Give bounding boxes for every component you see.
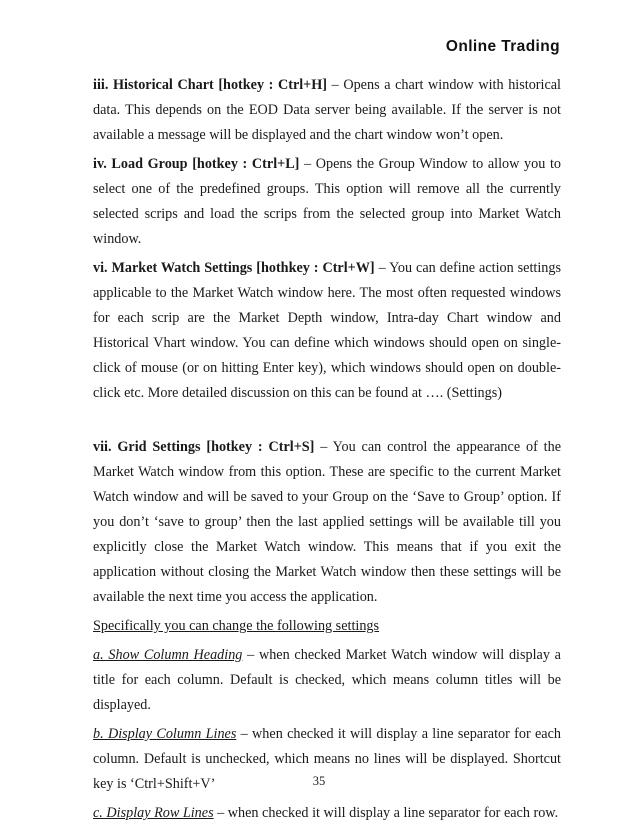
paragraph-load-group bbox=[93, 152, 561, 252]
text-historical-chart: – Opens a chart window with historical data. This depends on the EOD Data server being available. If the server is not available a message will be displayed and the chart window won’t open. bbox=[93, 77, 561, 143]
page-number: 35 bbox=[312, 774, 326, 788]
paragraph-grid-settings bbox=[93, 435, 561, 610]
text-grid-settings: – You can control the appearance of the Market Watch window from this option. These are specific to the current Market Watch window and will be saved to your Group on the ‘Save to Group’ option. If you don’t ‘save to group’ then the last applied settings will be available till you explicitly close the Market Watch window. This means that if you exit the application without closing the Market Watch window then these settings will be available the next time you access the application. bbox=[93, 439, 561, 605]
text-specifically: Specifically you can change the following settings bbox=[93, 618, 380, 634]
paragraph-display-row-lines bbox=[93, 801, 561, 826]
heading-grid-settings: vii. Grid Settings [hotkey : Ctrl+S] bbox=[93, 439, 315, 455]
heading-historical-chart: iii. Historical Chart [hotkey : Ctrl+H] bbox=[93, 77, 328, 93]
option-display-column-lines: b. Display Column Lines bbox=[93, 726, 237, 742]
paragraph-historical-chart bbox=[93, 73, 561, 148]
running-header: Online Trading bbox=[445, 38, 560, 55]
heading-market-watch-settings: vi. Market Watch Settings [hothkey : Ctrl+W] bbox=[93, 260, 375, 276]
paragraph-show-column-heading bbox=[93, 643, 561, 718]
paragraph-specifically bbox=[93, 614, 561, 639]
option-show-column-heading: a. Show Column Heading bbox=[93, 647, 243, 663]
heading-load-group: iv. Load Group [hotkey : Ctrl+L] bbox=[93, 156, 300, 172]
text-market-watch-settings: – You can define action settings applicable to the Market Watch window here. The most often requested windows for each scrip are the Market Depth window, Intra-day Chart window and Historical Vhart window. You can define which windows should open on single-click of mouse (or on hitting Enter key), which windows should open on double-click etc. More detailed discussion on this can be found at …. (Settings) bbox=[93, 260, 561, 401]
text-display-row-lines: – when checked it will display a line separator for each row. bbox=[213, 805, 559, 821]
paragraph-market-watch-settings bbox=[93, 256, 561, 406]
text-display-column-lines: – when checked it will display a line separator for each column. Default is unchecked, which means no lines will be displayed. Shortcut key is ‘Ctrl+Shift+V’ bbox=[93, 726, 561, 792]
option-display-row-lines: c. Display Row Lines bbox=[93, 805, 214, 821]
page-content bbox=[93, 73, 561, 830]
text-show-column-heading: – when checked Market Watch window will display a title for each column. Default is checked, which means column titles will be displayed. bbox=[93, 647, 561, 713]
text-load-group: – Opens the Group Window to allow you to select one of the predefined groups. This option will remove all the currently selected scrips and load the scrips from the selected group into Market Watch window. bbox=[93, 156, 561, 247]
